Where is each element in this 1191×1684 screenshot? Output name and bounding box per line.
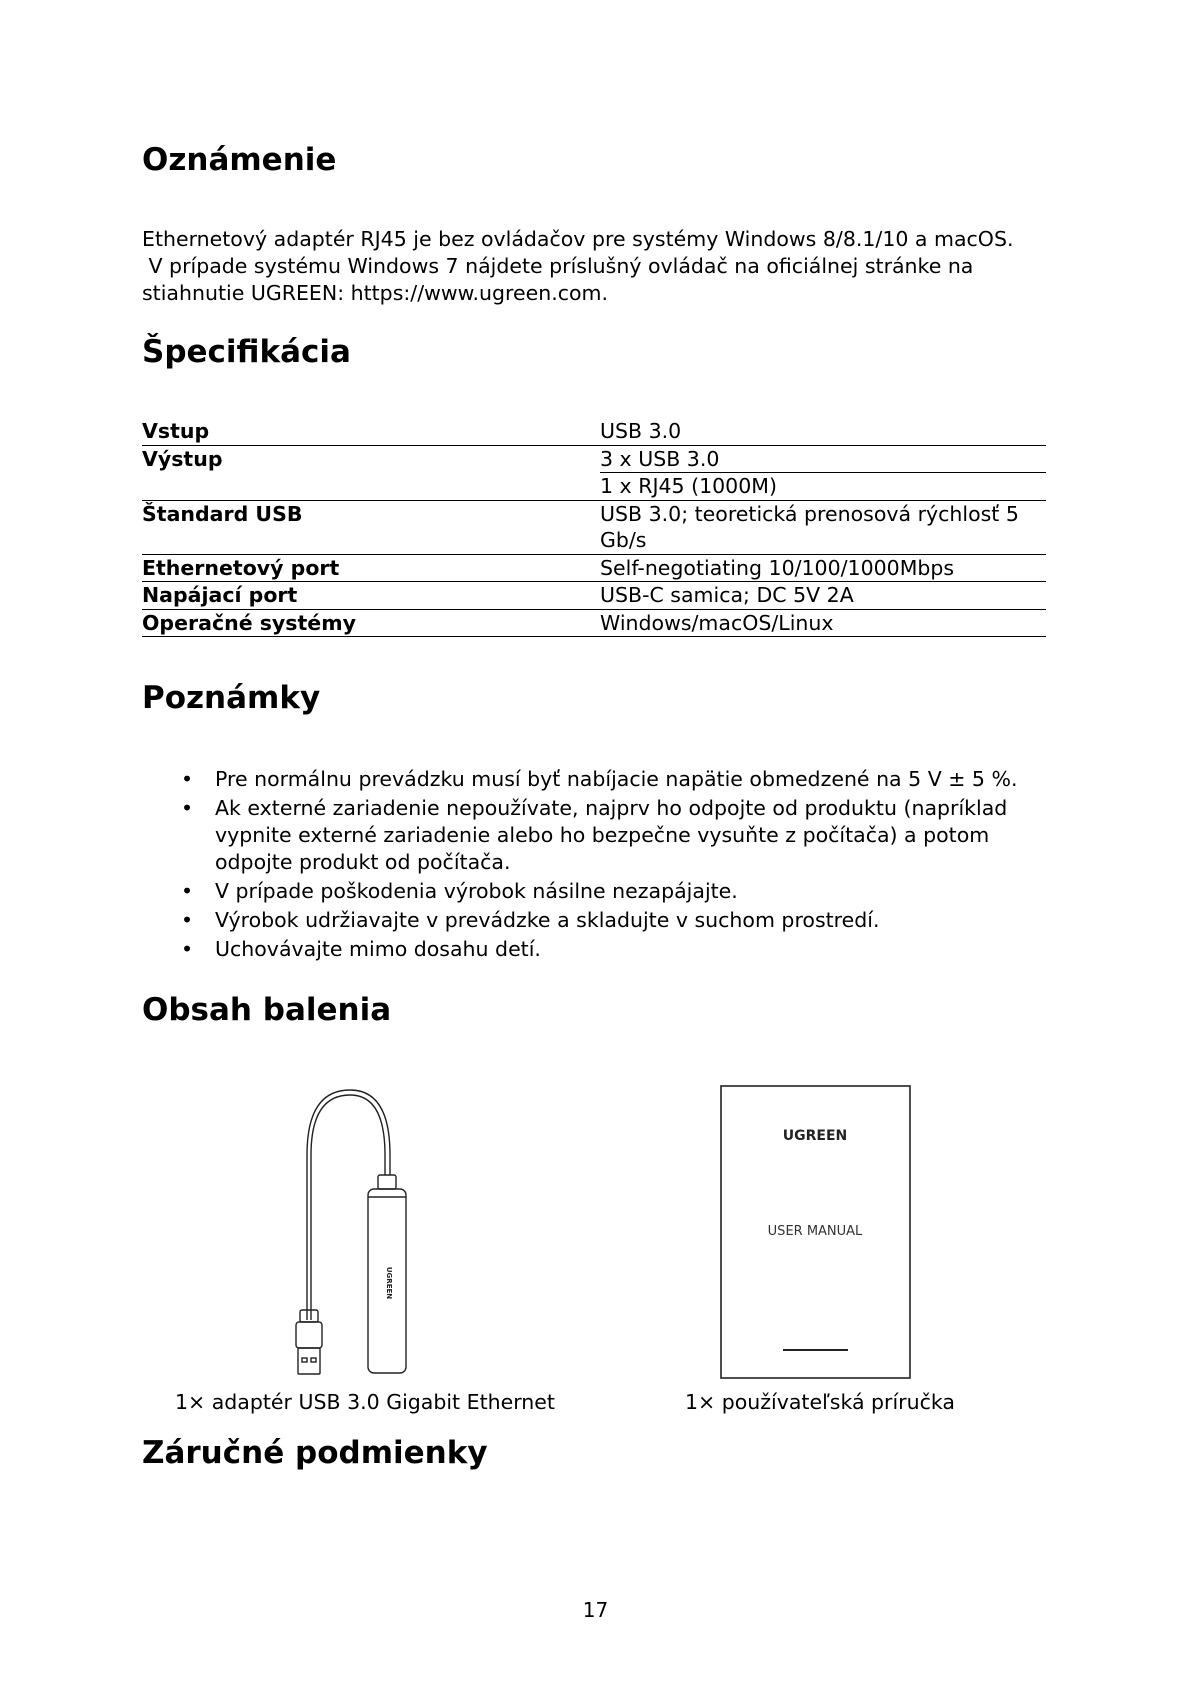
spec-value: 3 x USB 3.0 (600, 445, 1046, 473)
package-heading: Obsah balenia (142, 992, 392, 1028)
page-number: 17 (582, 1598, 609, 1622)
list-item: • Výrobok udržiavajte v prevádzke a skladujte v suchom prostredí. (142, 907, 1062, 934)
spec-row (142, 445, 1046, 473)
notes-heading: Poznámky (142, 680, 321, 716)
spec-key: Výstup (142, 445, 600, 500)
manual-brand-label: UGREEN (782, 1128, 848, 1144)
spec-value: Self-negotiating 10/100/1000Mbps (600, 554, 1046, 582)
spec-table (142, 418, 1046, 637)
spec-row (142, 500, 1046, 554)
spec-value: Windows/macOS/Linux (600, 609, 1046, 637)
spec-value-line: USB 3.0; teoretická prenosová rýchlosť 5 (600, 501, 1019, 526)
adapter-caption: 1× adaptér USB 3.0 Gigabit Ethernet (175, 1390, 555, 1414)
spec-key: Operačné systémy (142, 609, 600, 637)
spec-row (142, 554, 1046, 582)
manual-caption: 1× používateľská príručka (685, 1390, 955, 1414)
spec-key: Ethernetový port (142, 554, 600, 582)
spec-value: USB-C samica; DC 5V 2A (600, 582, 1046, 610)
spec-value: USB 3.0 (600, 418, 1046, 445)
manual-title-label: USER MANUAL (767, 1224, 863, 1239)
notes-list (142, 766, 1062, 965)
list-item: • Uchovávajte mimo dosahu detí. (142, 936, 1062, 963)
spec-value (600, 500, 1046, 554)
adapter-brand-label: UGREEN (385, 1266, 393, 1300)
notice-heading: Oznámenie (142, 142, 337, 178)
spec-key: Vstup (142, 418, 600, 445)
list-item: • Ak externé zariadenie nepoužívate, najprv ho odpojte od produktu (napríklad vypnite externé zariadenie alebo ho bezpečne vysuňte z počítača) a potom odpojte produkt od počítača. (142, 795, 1062, 876)
spec-value: 1 x RJ45 (1000M) (600, 473, 1046, 501)
spec-row (142, 418, 1046, 445)
spec-row (142, 609, 1046, 637)
spec-key: Štandard USB (142, 500, 600, 554)
warranty-heading: Záručné podmienky (142, 1435, 488, 1471)
user-manual-illustration (720, 1085, 912, 1380)
notice-line-1: Ethernetový adaptér RJ45 je bez ovládačov pre systémy Windows 8/8.1/10 a macOS. (142, 227, 1014, 251)
spec-row (142, 582, 1046, 610)
spec-key: Napájací port (142, 582, 600, 610)
spec-value-line: Gb/s (600, 528, 647, 552)
notice-line-2: V prípade systému Windows 7 nájdete príslušný ovládač na oficiálnej stránke na (142, 254, 974, 278)
usb-adapter-illustration (290, 1085, 430, 1375)
spec-heading: Špecifikácia (142, 334, 351, 370)
notice-line-3: stiahnutie UGREEN: https://www.ugreen.com. (142, 281, 609, 305)
list-item: • Pre normálnu prevádzku musí byť nabíjacie napätie obmedzené na 5 V ± 5 %. (142, 766, 1062, 793)
list-item: • V prípade poškodenia výrobok násilne nezapájajte. (142, 878, 1062, 905)
